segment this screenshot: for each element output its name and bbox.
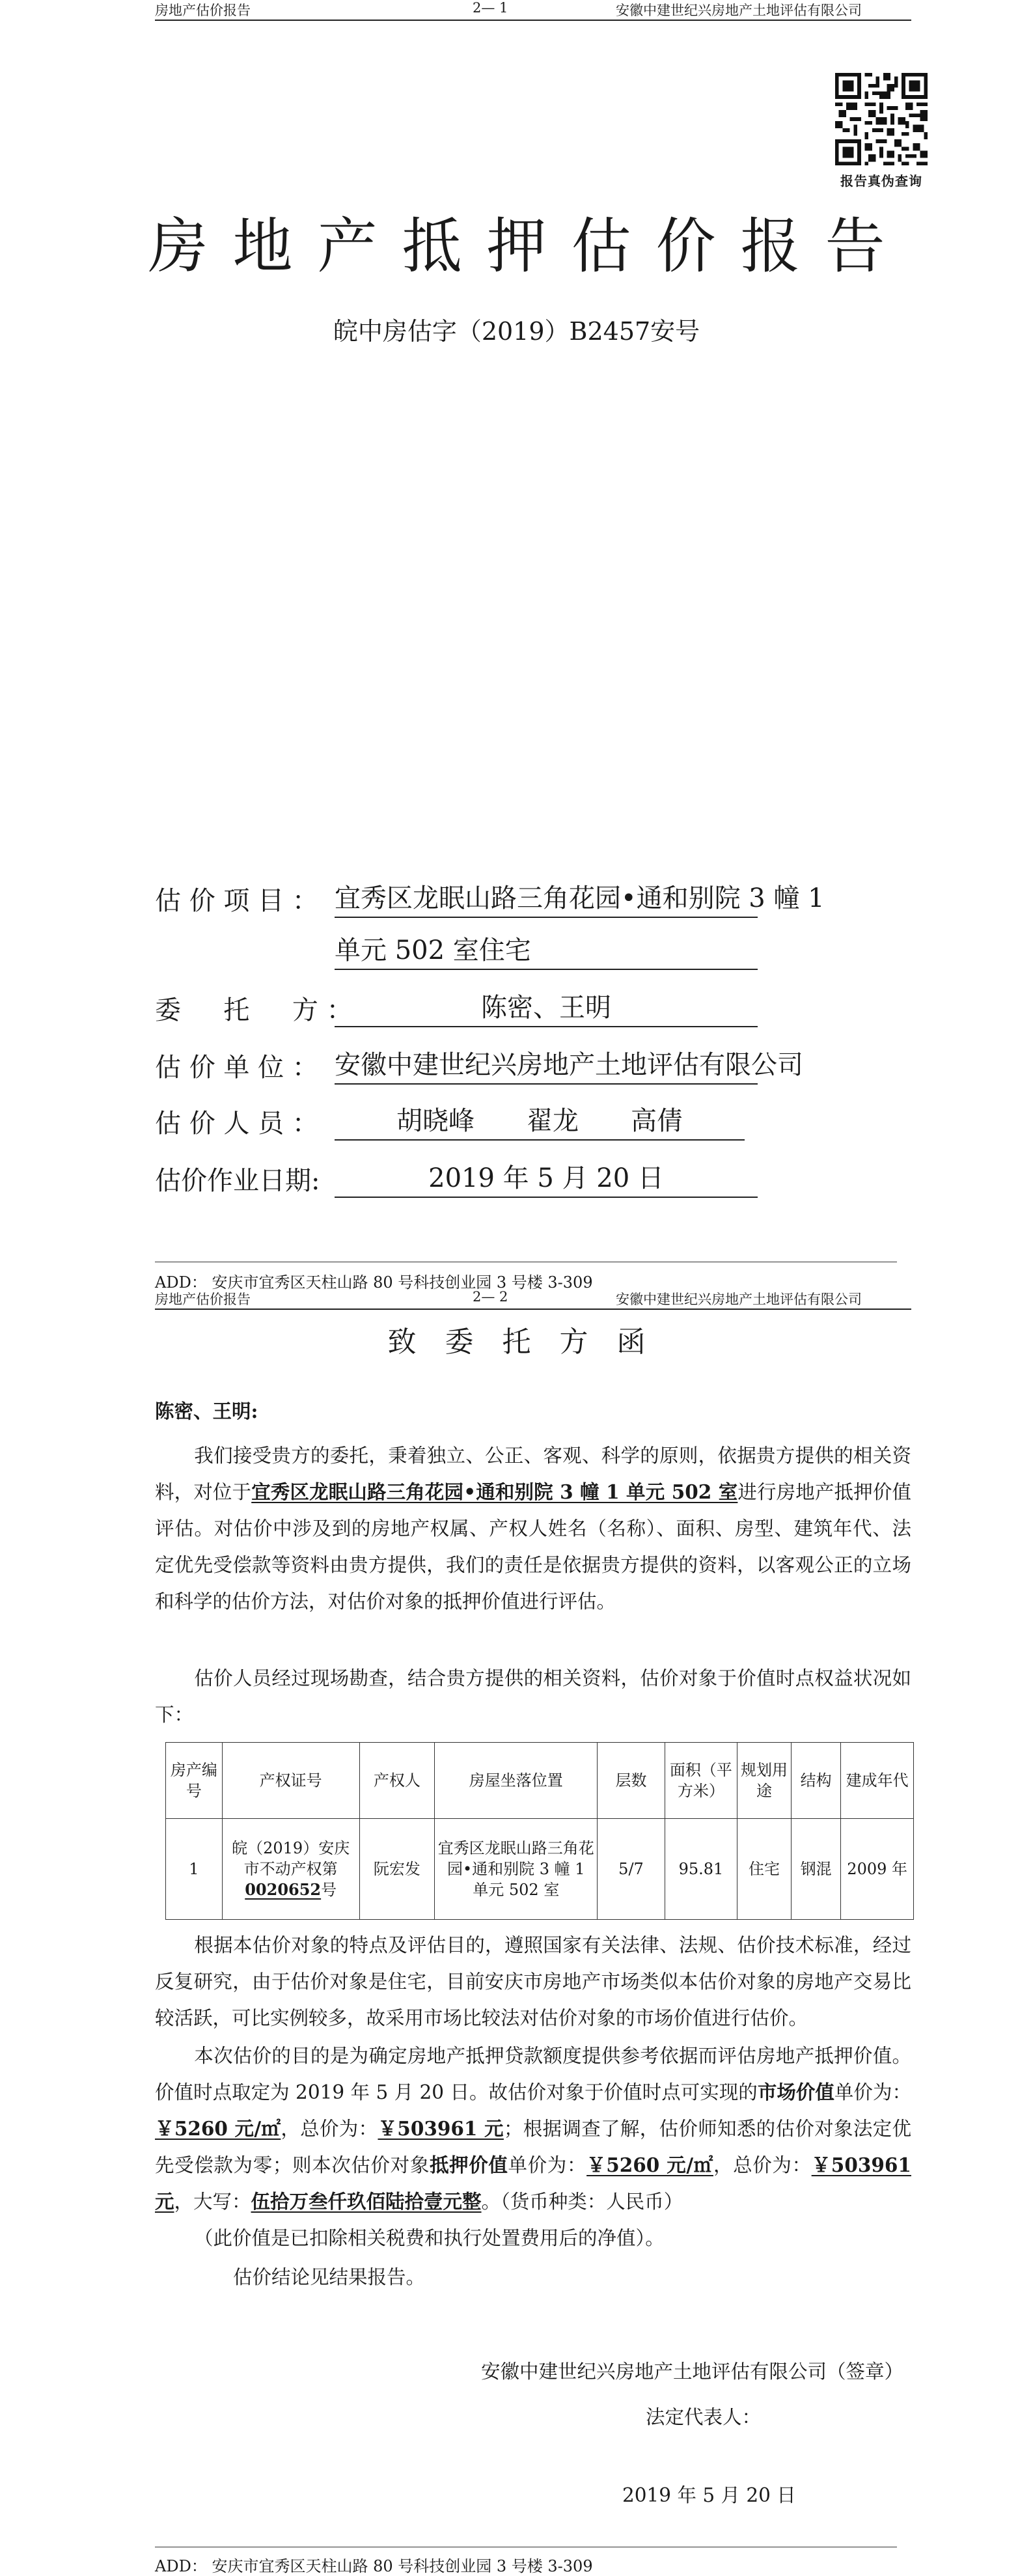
paragraph-4-text-c: ，总价为： <box>281 2118 378 2140</box>
table-header-cell: 面积（平方米） <box>665 1743 737 1819</box>
property-info-table <box>165 1742 914 1920</box>
table-header-cell: 产权人 <box>359 1743 435 1819</box>
letter-title: 致委托方函 <box>387 1325 674 1359</box>
table-header-cell: 结构 <box>791 1743 840 1819</box>
client-label: 委 托 方 ： <box>155 995 353 1025</box>
paragraph-2-text: 估价人员经过现场勘查，结合贵方提供的相关资料，估价对象于价值时点权益状况如下： <box>155 1667 911 1726</box>
table-header-row <box>166 1743 914 1819</box>
project-label: 估 价 项 目 ： <box>155 886 318 916</box>
paragraph-6 <box>155 2259 911 2295</box>
table-header-cell: 房产编号 <box>166 1743 223 1819</box>
cell-certificate-text-c: 号 <box>321 1881 337 1899</box>
mortgage-value-label: 抵押价值 <box>429 2154 508 2176</box>
appraiser-label: 估 价 单 位 ： <box>155 1053 318 1083</box>
paragraph-4-text-f: ，总价为： <box>713 2154 812 2176</box>
signature-legal-representative: 法定代表人： <box>646 2406 762 2428</box>
page2-footer-address: ADD： 安庆市宜秀区天柱山路 80 号科技创业园 3 号楼 3-309 <box>155 2557 593 2575</box>
cell-property-no: 1 <box>166 1819 223 1920</box>
cell-certificate-no <box>222 1819 359 1920</box>
page2-header-right: 安徽中建世纪兴房地产土地评估有限公司 <box>616 1292 862 1307</box>
mortgage-total-uppercase: 伍拾万叁仟玖佰陆拾壹元整 <box>251 2190 482 2213</box>
mortgage-total-price: ￥503961 元 <box>155 2154 911 2213</box>
paragraph-3 <box>155 1927 911 2036</box>
paragraph-4-text-a: 本次估价的目的是为确定房地产抵押贷款额度提供参考依据而评估房地产抵押价值。价值时点取定为 2019 年 5 月 20 日。故估价对象于价值时点可实现的 <box>155 2045 911 2103</box>
paragraph-4-text-b: 单价为： <box>834 2081 911 2103</box>
staff-value: 胡晓峰 翟龙 高倩 <box>335 1103 745 1141</box>
paragraph-1-address: 宜秀区龙眠山路三角花园•通和别院 3 幢 1 单元 502 室 <box>251 1480 738 1503</box>
paragraph-3-text: 根据本估价对象的特点及评估目的，遵照国家有关法律、法规、估价技术标准，经过反复研究，由于估价对象是住宅，目前安庆市房地产市场类似本估价对象的房地产交易比较活跃，可比实例较多，故采用市场比较法对估价对象的市场价值进行估价。 <box>155 1934 911 2029</box>
page1-header-right: 安徽中建世纪兴房地产土地评估有限公司 <box>616 3 862 18</box>
table-row <box>166 1819 914 1920</box>
staff-label: 估 价 人 员 ： <box>155 1109 318 1139</box>
cell-location: 宜秀区龙眠山路三角花园•通和别院 3 幢 1 单元 502 室 <box>435 1819 598 1920</box>
paragraph-1 <box>155 1437 911 1620</box>
paragraph-4-text-g: ，大写： <box>174 2191 251 2213</box>
cell-structure: 钢混 <box>791 1819 840 1920</box>
paragraph-4-text-h: 。（货币种类：人民币） <box>481 2191 683 2213</box>
cell-certificate-number: 0020652 <box>245 1880 322 1899</box>
signature-company: 安徽中建世纪兴房地产土地评估有限公司（签章） <box>480 2361 903 2383</box>
table-header-cell: 房屋坐落位置 <box>435 1743 598 1819</box>
page2-header-left: 房地产估价报告 <box>155 1292 251 1307</box>
client-value: 陈密、王明 <box>335 990 758 1027</box>
date-label: 估价作业日期: <box>155 1166 320 1196</box>
cell-year: 2009 年 <box>841 1819 914 1920</box>
qr-caption: 报告真伪查询 <box>840 173 922 189</box>
page1-footer-address: ADD： 安庆市宜秀区天柱山路 80 号科技创业园 3 号楼 3-309 <box>155 1273 593 1292</box>
qr-code-icon <box>835 73 928 165</box>
cell-area: 95.81 <box>665 1819 737 1920</box>
market-value-label: 市场价值 <box>757 2081 834 2103</box>
table-header-cell: 层数 <box>598 1743 665 1819</box>
paragraph-1-text-a: 我们接受贵方的委托，秉着独立、公正、客观、科学的原则，依据贵方提供的相关资料，对位于 <box>155 1445 911 1503</box>
mortgage-unit-price: ￥5260 元/㎡ <box>586 2154 713 2176</box>
paragraph-4 <box>155 2038 911 2220</box>
cell-certificate-text-a: 皖（2019）安庆市不动产权第 <box>232 1839 350 1878</box>
market-total-price: ￥503961 元 <box>378 2117 504 2140</box>
page1-header-page-number: 2— 1 <box>473 0 508 16</box>
appraiser-value: 安徽中建世纪兴房地产土地评估有限公司 <box>335 1047 758 1085</box>
paragraph-2 <box>155 1660 911 1733</box>
table-header-cell: 建成年代 <box>841 1743 914 1819</box>
cell-use: 住宅 <box>737 1819 792 1920</box>
project-value-line1: 宜秀区龙眠山路三角花园•通和别院 3 幢 1 <box>335 880 758 918</box>
cell-floors: 5/7 <box>598 1819 665 1920</box>
page1-header-left: 房地产估价报告 <box>155 3 251 18</box>
page2-header-rule <box>155 1309 911 1310</box>
paragraph-6-text: 估价结论见结果报告。 <box>233 2266 426 2288</box>
market-unit-price: ￥5260 元/㎡ <box>155 2117 281 2140</box>
report-document-number: 皖中房估字（2019）B2457安号 <box>333 317 700 346</box>
letter-salutation: 陈密、王明: <box>155 1400 258 1422</box>
paragraph-5-text: （此价值是已扣除相关税费和执行处置费用后的净值）。 <box>194 2227 665 2249</box>
paragraph-5 <box>155 2220 911 2256</box>
paragraph-4-text-d: ；根据调查了解，估价师知悉的估价对象法定优先受偿款为零；则本次估价对象 <box>155 2118 911 2176</box>
page2-header-page-number: 2— 2 <box>473 1289 508 1305</box>
table-header-cell: 规划用途 <box>737 1743 792 1819</box>
table-header-cell: 产权证号 <box>222 1743 359 1819</box>
cell-owner: 阮宏发 <box>359 1819 435 1920</box>
page1-header-rule <box>155 20 911 21</box>
project-value-line2: 单元 502 室住宅 <box>335 932 758 970</box>
paragraph-1-text-b: 进行房地产抵押价值评估。对估价中涉及到的房地产权属、产权人姓名（名称）、面积、房型、建筑年代、法定优先受偿款等资料由贵方提供，我们的责任是依据贵方提供的资料，以客观公正的立场和科学的估价方法，对估价对象的抵押价值进行评估。 <box>155 1481 911 1613</box>
signature-date: 2019 年 5 月 20 日 <box>622 2484 796 2506</box>
paragraph-4-text-e: 单价为： <box>508 2154 587 2176</box>
date-value: 2019 年 5 月 20 日 <box>335 1160 758 1198</box>
report-title: 房地产抵押估价报告 <box>148 212 910 281</box>
